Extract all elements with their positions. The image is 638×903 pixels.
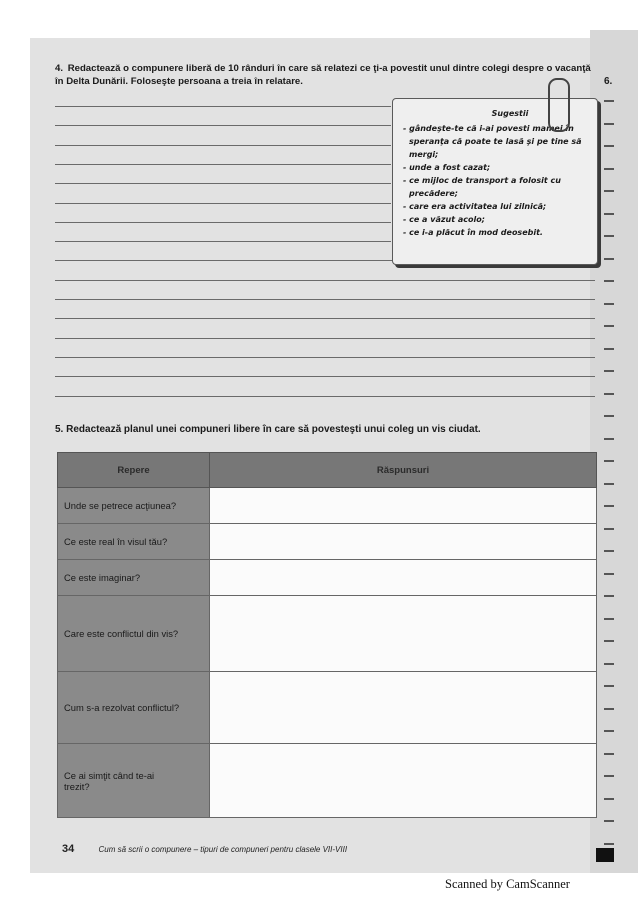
paperclip-icon bbox=[548, 78, 570, 132]
edge-line-mark bbox=[604, 280, 614, 282]
edge-line-mark bbox=[604, 460, 614, 462]
task-5-number: 5. bbox=[55, 424, 64, 435]
scan-watermark: Scanned by CamScanner bbox=[445, 877, 570, 891]
edge-line-mark bbox=[604, 528, 614, 530]
next-task-number: 6. bbox=[604, 76, 613, 87]
edge-line-mark bbox=[604, 145, 614, 147]
edge-line-mark bbox=[604, 370, 614, 372]
table-row bbox=[58, 560, 597, 596]
task-4-number: 4. bbox=[55, 63, 64, 74]
edge-line-mark bbox=[604, 730, 614, 732]
edge-line-mark bbox=[604, 753, 614, 755]
book-title: Cum să scrii o compunere – tipuri de compuneri pentru clasele VII-VIII bbox=[98, 845, 348, 854]
answer-cell[interactable] bbox=[210, 560, 597, 596]
corner-mark bbox=[596, 848, 614, 862]
writing-line[interactable] bbox=[55, 183, 391, 184]
answer-cell[interactable] bbox=[210, 596, 597, 672]
edge-line-mark bbox=[604, 100, 614, 102]
table-row bbox=[58, 524, 597, 560]
writing-line[interactable] bbox=[55, 318, 595, 319]
row-question: Unde se petrece acţiunea? bbox=[58, 488, 210, 524]
writing-line[interactable] bbox=[55, 106, 391, 107]
task-4-instruction bbox=[55, 62, 595, 88]
table-row bbox=[58, 596, 597, 672]
row-question: Ce ai simţit când te-ai trezit? bbox=[58, 744, 210, 818]
table-row bbox=[58, 744, 597, 818]
edge-line-mark bbox=[604, 618, 614, 620]
answer-cell[interactable] bbox=[210, 744, 597, 818]
edge-line-mark bbox=[604, 595, 614, 597]
edge-line-mark bbox=[604, 258, 614, 260]
writing-line[interactable] bbox=[55, 338, 595, 339]
table-row bbox=[58, 672, 597, 744]
table-row bbox=[58, 488, 597, 524]
writing-line[interactable] bbox=[55, 280, 595, 281]
edge-line-mark bbox=[604, 573, 614, 575]
writing-line[interactable] bbox=[55, 145, 391, 146]
answer-cell[interactable] bbox=[210, 488, 597, 524]
writing-line[interactable] bbox=[55, 299, 595, 300]
row-question: Ce este imaginar? bbox=[58, 560, 210, 596]
edge-line-mark bbox=[604, 483, 614, 485]
plan-table bbox=[57, 452, 597, 818]
suggestion-item: - ce a văzut acolo; bbox=[403, 215, 485, 224]
edge-line-mark bbox=[604, 190, 614, 192]
writing-line[interactable] bbox=[55, 125, 391, 126]
edge-line-mark bbox=[604, 168, 614, 170]
edge-line-mark bbox=[604, 708, 614, 710]
edge-line-mark bbox=[604, 505, 614, 507]
edge-line-mark bbox=[604, 640, 614, 642]
header-raspunsuri: Răspunsuri bbox=[210, 453, 597, 488]
edge-line-mark bbox=[604, 843, 614, 845]
suggestions-title: Sugestii bbox=[491, 109, 529, 118]
edge-line-mark bbox=[604, 663, 614, 665]
row-question: Cum s-a rezolvat conflictul? bbox=[58, 672, 210, 744]
edge-line-mark bbox=[604, 393, 614, 395]
edge-line-mark bbox=[604, 415, 614, 417]
answer-cell[interactable] bbox=[210, 672, 597, 744]
edge-line-mark bbox=[604, 213, 614, 215]
writing-line[interactable] bbox=[55, 241, 391, 242]
suggestion-item: - care era activitatea lui zilnică; bbox=[403, 202, 547, 211]
suggestion-item: - ce i-a plăcut în mod deosebit. bbox=[403, 228, 543, 237]
answer-cell[interactable] bbox=[210, 524, 597, 560]
writing-line[interactable] bbox=[55, 357, 595, 358]
edge-line-mark bbox=[604, 685, 614, 687]
edge-line-mark bbox=[604, 798, 614, 800]
task-4-text: Redactează o compunere liberă de 10 rânduri în care să relatezi ce ţi-a povestit unul dintre colegi despre o vacanţă în Delta Dunării. Foloseşte persoana a treia în relatare. bbox=[55, 63, 591, 87]
page-number: 34 bbox=[62, 843, 75, 855]
edge-line-mark bbox=[604, 438, 614, 440]
suggestions-list bbox=[393, 122, 597, 239]
writing-line[interactable] bbox=[55, 203, 391, 204]
edge-line-mark bbox=[604, 775, 614, 777]
writing-line[interactable] bbox=[55, 222, 391, 223]
suggestion-item: - gândeşte-te că i-ai povesti mamei în speranţa că poate te lasă şi pe tine să mergi; bbox=[403, 124, 582, 159]
table-header-row bbox=[58, 453, 597, 488]
suggestion-item: - unde a fost cazat; bbox=[403, 163, 491, 172]
suggestion-item: - ce mijloc de transport a folosit cu precădere; bbox=[403, 176, 561, 198]
next-page-line-marks bbox=[604, 100, 618, 860]
edge-line-mark bbox=[604, 550, 614, 552]
writing-line[interactable] bbox=[55, 164, 391, 165]
header-repere: Repere bbox=[58, 453, 210, 488]
task-5-text: Redactează planul unei compuneri libere în care să povesteşti unui coleg un vis ciudat. bbox=[66, 424, 481, 435]
writing-line[interactable] bbox=[55, 376, 595, 377]
row-question: Care este conflictul din vis? bbox=[58, 596, 210, 672]
task-5-instruction bbox=[55, 424, 595, 435]
edge-line-mark bbox=[604, 325, 614, 327]
page-footer bbox=[62, 843, 347, 855]
row-question: Ce este real în visul tău? bbox=[58, 524, 210, 560]
edge-line-mark bbox=[604, 235, 614, 237]
edge-line-mark bbox=[604, 348, 614, 350]
edge-line-mark bbox=[604, 820, 614, 822]
edge-line-mark bbox=[604, 123, 614, 125]
writing-line[interactable] bbox=[55, 396, 595, 397]
edge-line-mark bbox=[604, 303, 614, 305]
